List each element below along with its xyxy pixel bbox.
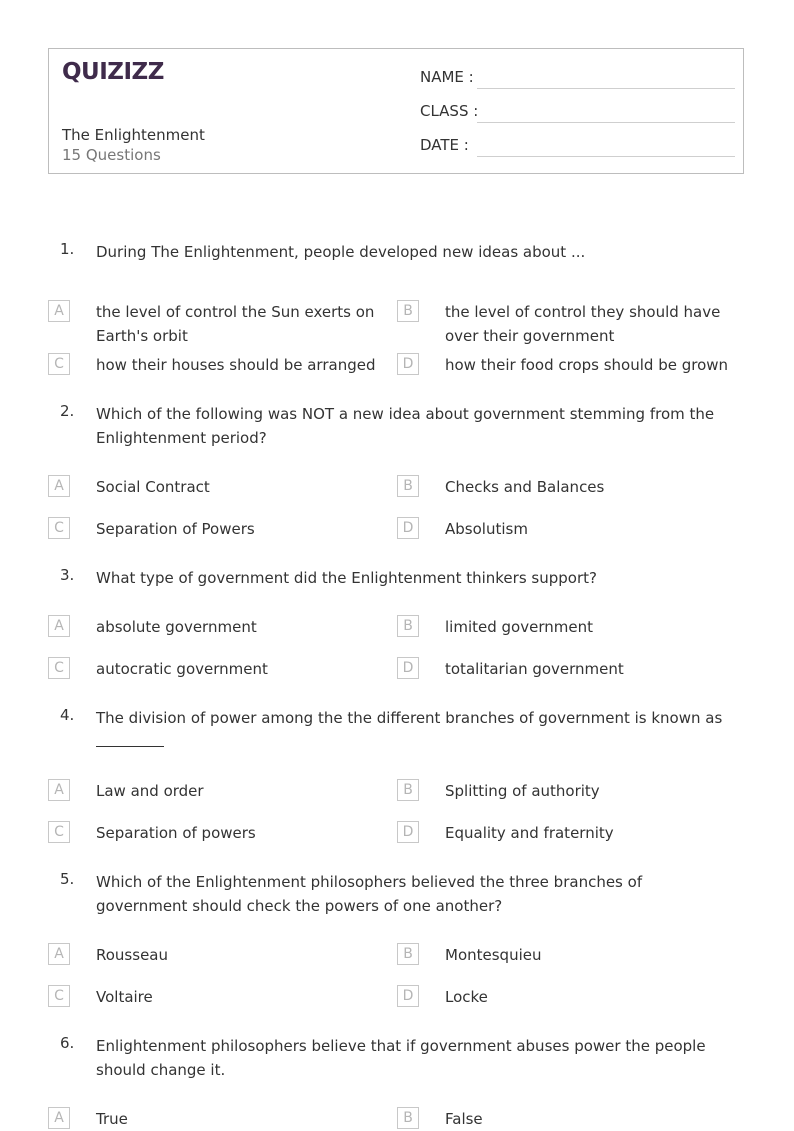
question-text: Enlightenment philosophers believe that if government abuses power the people should change it.	[96, 1037, 706, 1079]
question-number: 4.	[60, 706, 75, 724]
option-letter-box: B	[397, 779, 419, 801]
option-text: Splitting of authority	[445, 782, 600, 800]
option-text: the level of control the Sun exerts on Earth's orbit	[96, 303, 375, 345]
option-text: how their houses should be arranged	[96, 356, 376, 374]
question-number: 5.	[60, 870, 75, 888]
option-letter-box: B	[397, 1107, 419, 1129]
quizizz-logo: QUIZIZZ	[62, 59, 164, 85]
option-text: how their food crops should be grown	[445, 356, 729, 374]
option-letter-box: B	[397, 300, 419, 322]
option-letter-box: A	[48, 475, 70, 497]
option-text: Equality and fraternity	[445, 824, 614, 842]
option-letter-box: C	[48, 517, 70, 539]
option-letter-box: A	[48, 943, 70, 965]
class-label: CLASS :	[420, 102, 479, 120]
option-text: Checks and Balances	[445, 478, 605, 496]
option-letter-box: C	[48, 821, 70, 843]
option-letter-box: A	[48, 779, 70, 801]
option-text: Montesquieu	[445, 946, 542, 964]
option-letter-box: B	[397, 615, 419, 637]
option-text: Locke	[445, 988, 488, 1006]
class-field	[420, 102, 735, 124]
question-text: Which of the following was NOT a new idea about government stemming from the Enlightenment period?	[96, 405, 715, 447]
question-text: During The Enlightenment, people developed new ideas about ...	[96, 243, 586, 261]
option-text: False	[445, 1110, 483, 1128]
worksheet-title: The Enlightenment	[62, 126, 205, 144]
option-text: Absolutism	[445, 520, 528, 538]
name-field	[420, 68, 735, 90]
question-number: 2.	[60, 402, 75, 420]
option-letter-box: C	[48, 985, 70, 1007]
question-number: 3.	[60, 566, 75, 584]
option-text: Separation of Powers	[96, 520, 255, 538]
option-letter-box: B	[397, 475, 419, 497]
option-letter-box: D	[397, 821, 419, 843]
option-letter-box: B	[397, 943, 419, 965]
option-text: Rousseau	[96, 946, 168, 964]
name-line	[477, 88, 735, 89]
question-text: Which of the Enlightenment philosophers believed the three branches of government should check the powers of one another?	[96, 873, 643, 915]
option-letter-box: A	[48, 1107, 70, 1129]
option-text: absolute government	[96, 618, 257, 636]
option-text: the level of control they should have over their government	[445, 303, 721, 345]
worksheet-header	[48, 48, 744, 174]
question-number: 1.	[60, 240, 75, 258]
option-letter-box: D	[397, 517, 419, 539]
option-text: Separation of powers	[96, 824, 256, 842]
option-text: totalitarian government	[445, 660, 624, 678]
option-letter-box: D	[397, 353, 419, 375]
option-text: autocratic government	[96, 660, 268, 678]
question-text: The division of power among the the different branches of government is known as	[96, 709, 723, 727]
option-text: limited government	[445, 618, 593, 636]
option-letter-box: D	[397, 657, 419, 679]
class-line	[477, 122, 735, 123]
option-letter-box: A	[48, 300, 70, 322]
option-letter-box: D	[397, 985, 419, 1007]
option-text: Voltaire	[96, 988, 153, 1006]
option-text: True	[96, 1110, 128, 1128]
question-text: What type of government did the Enlightenment thinkers support?	[96, 569, 597, 587]
question-count: 15 Questions	[62, 146, 161, 164]
option-text: Law and order	[96, 782, 204, 800]
option-letter-box: C	[48, 353, 70, 375]
date-label: DATE :	[420, 136, 469, 154]
question-text-block	[96, 706, 736, 754]
date-field	[420, 136, 735, 158]
option-text: Social Contract	[96, 478, 210, 496]
option-letter-box: C	[48, 657, 70, 679]
name-label: NAME :	[420, 68, 474, 86]
option-letter-box: A	[48, 615, 70, 637]
answer-blank	[96, 732, 164, 747]
date-line	[477, 156, 735, 157]
question-number: 6.	[60, 1034, 75, 1052]
